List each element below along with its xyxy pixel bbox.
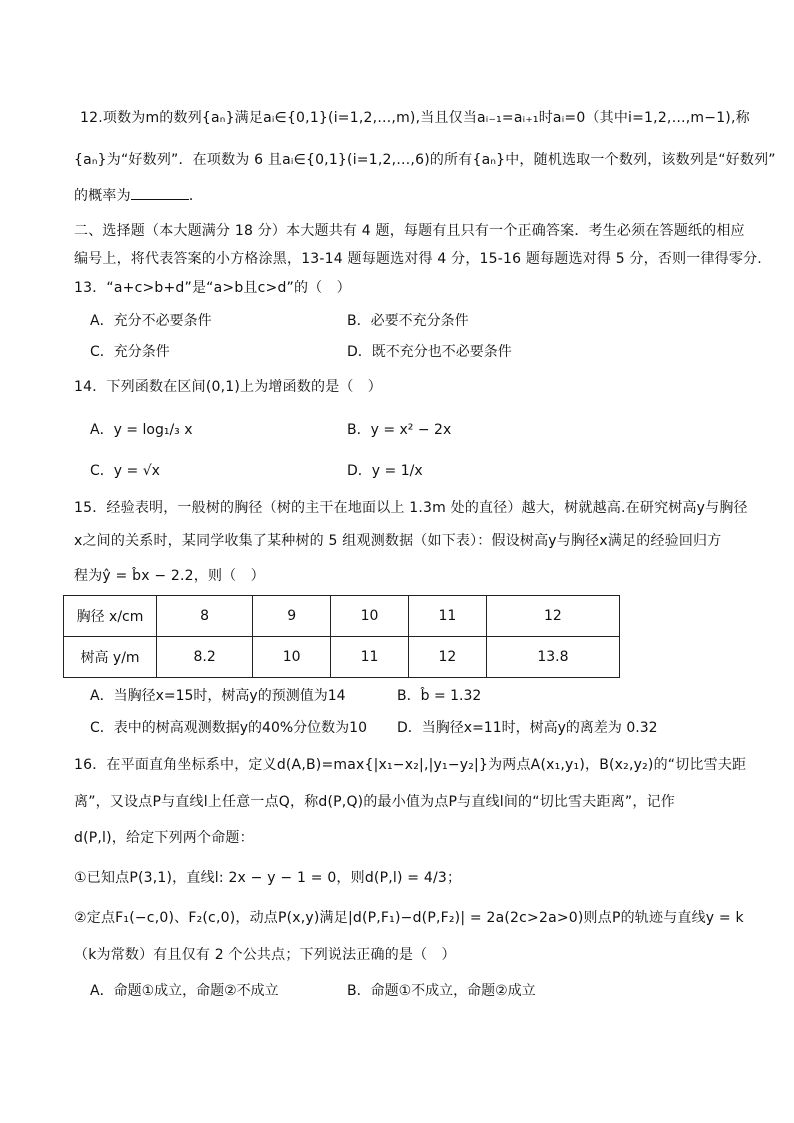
row-header-diameter: 胸径 x/cm xyxy=(64,596,157,637)
row-header-height: 树高 y/m xyxy=(64,637,157,678)
q12-line-2: {aₙ}为“好数列”．在项数为 6 且aᵢ∈{0,1}(i=1,2,…,6)的所有{aₙ}中，随机选取一个数列，该数列是“好数列” xyxy=(74,152,776,168)
observation-table xyxy=(63,595,620,678)
table-cell: 12 xyxy=(486,596,619,637)
q14-option-d: D．y = 1/x xyxy=(347,463,423,479)
q13-option-c: C．充分条件 xyxy=(90,344,170,360)
q12-line-3-end: ． xyxy=(188,188,204,204)
q15-line-2: x之间的关系时，某同学收集了某种树的 5 组观测数据（如下表）：假设树高y与胸径x满足的经验回归方 xyxy=(74,533,722,549)
q13-stem: 13．“a+c>b+d”是“a>b且c>d”的（ ） xyxy=(74,280,351,296)
table-cell: 10 xyxy=(253,637,331,678)
q15-line-3: 程为ŷ = b̂x − 2.2，则（ ） xyxy=(74,568,265,584)
table-cell: 11 xyxy=(408,596,486,637)
table-cell: 8 xyxy=(157,596,253,637)
answer-blank xyxy=(131,187,189,200)
section-2-line-2: 编号上，将代表答案的小方格涂黑，13-14 题每题选对得 4 分，15-16 题每题选对得 5 分，否则一律得零分. xyxy=(74,251,762,267)
q12-line-3 xyxy=(74,186,750,206)
q16-line-5: ②定点F₁(−c,0)、F₂(c,0)，动点P(x,y)满足|d(P,F₁)−d(P,F₂)| = 2a(2c>2a>0)则点P的轨迹与直线y = k xyxy=(74,910,744,926)
table-cell: 13.8 xyxy=(486,637,619,678)
q15-option-d: D．当胸径x=11时，树高y的离差为 0.32 xyxy=(397,720,658,736)
q15-option-a: A．当胸径x=15时，树高y的预测值为14 xyxy=(90,688,346,704)
q15-line-1: 15．经验表明，一般树的胸径（树的主干在地面以上 1.3m 处的直径）越大，树就越高.在研究树高y与胸径 xyxy=(74,500,748,516)
section-2-line-1: 二、选择题（本大题满分 18 分）本大题共有 4 题，每题有且只有一个正确答案．考生必须在答题纸的相应 xyxy=(74,223,745,239)
table-cell: 9 xyxy=(253,596,331,637)
q14-stem: 14．下列函数在区间(0,1)上为增函数的是（ ） xyxy=(74,379,383,395)
q16-line-1: 16．在平面直角坐标系中，定义d(A,B)=max{|x₁−x₂|,|y₁−y₂|}为两点A(x₁,y₁)，B(x₂,y₂)的“切比雪夫距 xyxy=(74,757,747,773)
q15-option-c: C．表中的树高观测数据y的40%分位数为10 xyxy=(90,720,367,736)
q12-line-1: 12.项数为m的数列{aₙ}满足aᵢ∈{0,1}(i=1,2,…,m),当且仅当aᵢ₋₁=aᵢ₊₁时aᵢ=0（其中i=1,2,…,m−1),称 xyxy=(80,110,750,126)
q16-option-b: B．命题①不成立，命题②成立 xyxy=(347,983,536,999)
q13-option-a: A．充分不必要条件 xyxy=(90,313,212,329)
table-cell: 11 xyxy=(331,637,409,678)
q16-option-a: A．命题①成立，命题②不成立 xyxy=(90,983,279,999)
q14-option-c: C．y = √x xyxy=(90,463,160,479)
q13-option-b: B．必要不充分条件 xyxy=(347,313,469,329)
q12-line-3-text: 的概率为 xyxy=(74,188,131,204)
q14-option-a: A．y = log₁/₃ x xyxy=(90,422,193,438)
table-row xyxy=(64,596,620,637)
table-cell: 10 xyxy=(331,596,409,637)
q16-line-2: 离”，又设点P与直线l上任意一点Q，称d(P,Q)的最小值为点P与直线l间的“切比雪夫距离”，记作 xyxy=(74,794,675,810)
q15-option-b: B．b̂ = 1.32 xyxy=(397,688,482,704)
q16-line-3: d(P,l)，给定下列两个命题： xyxy=(74,830,254,846)
q13-option-d: D．既不充分也不必要条件 xyxy=(347,344,512,360)
table-cell: 12 xyxy=(408,637,486,678)
q14-option-b: B．y = x² − 2x xyxy=(347,422,452,438)
table-cell: 8.2 xyxy=(157,637,253,678)
table-row xyxy=(64,637,620,678)
q16-line-6: （k为常数）有且仅有 2 个公共点；下列说法正确的是（ ） xyxy=(74,947,456,963)
q16-line-4: ①已知点P(3,1)，直线l: 2x − y − 1 = 0，则d(P,l) = 4/3； xyxy=(74,870,462,886)
